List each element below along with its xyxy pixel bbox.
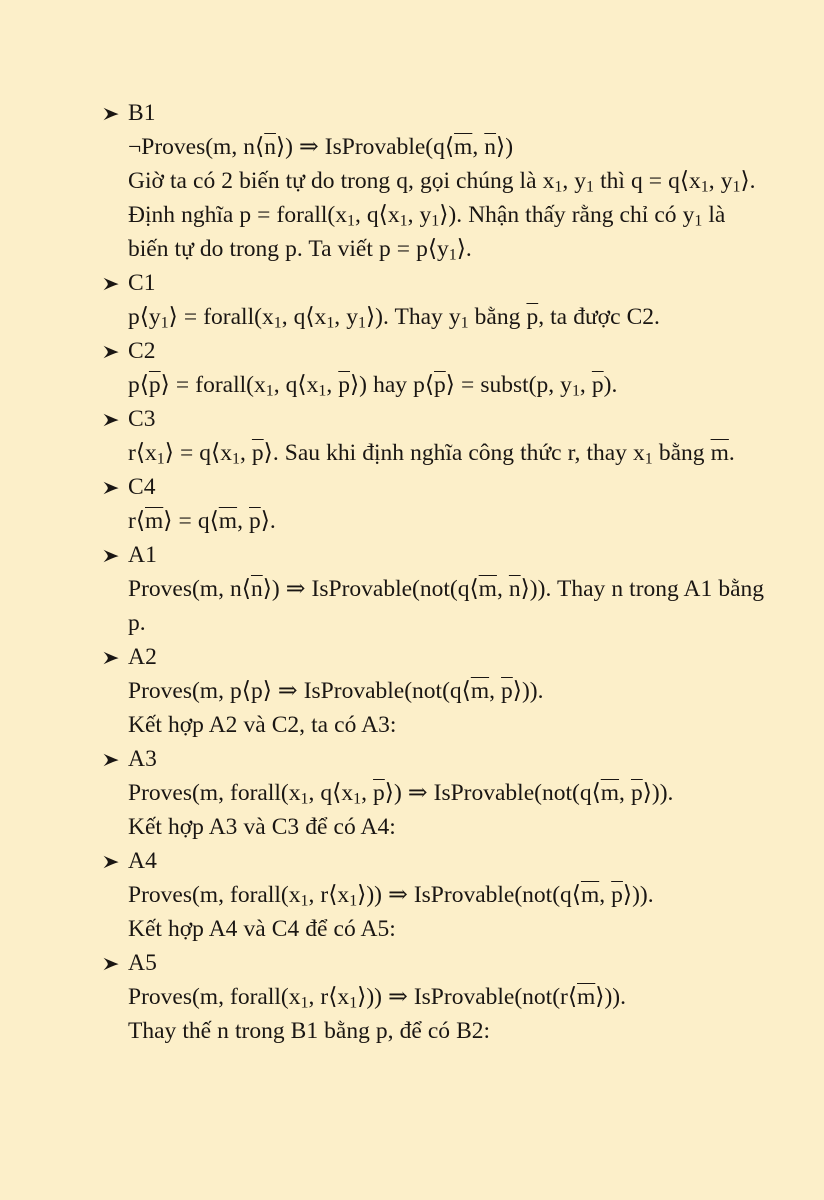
outline-item-body-line: Proves(m, p⟨p⟩ ⇒ $IsProvable(not(q⟨\overline{m}$, $\overline{p}⟩$)). <box>128 678 544 704</box>
outline-item-header-c2 <box>100 334 766 368</box>
outline-item-body-line: ¬Proves(m, $n⟨\overline{n}⟩$) ⇒ $IsProvable(q⟨\overline{m}$, $\overline{n}⟩$) <box>128 134 514 160</box>
outline-item-label: B1 <box>128 100 156 126</box>
outline-item-body-line: Proves(m, $n⟨\overline{n}⟩$) ⇒ $IsProvable(not(q⟨\overline{m}$, $\overline{n}⟩$)). Thay n trong A1 bằng p. <box>128 576 765 636</box>
outline-item-label: A1 <box>128 542 157 568</box>
chevron-arrow-bullet-icon <box>102 742 124 767</box>
outline-item <box>100 844 766 946</box>
chevron-arrow-bullet-icon <box>102 402 124 427</box>
chevron-arrow-bullet-icon <box>102 538 124 563</box>
outline-item-body-line: Proves(m, $forall(x_1$, $r⟨x_1⟩$)) ⇒ $IsProvable(not(q⟨\overline{m}$, $\overline{p}⟩$)). <box>128 882 654 910</box>
outline-item-body-line: Kết hợp A3 và C3 để có A4: <box>128 814 396 840</box>
outline-item-header-a1 <box>100 538 766 572</box>
outline-item-header-b1 <box>100 96 766 130</box>
outline-item-label: C1 <box>128 270 156 296</box>
outline-item-body-line: Proves(m, $forall(x_1$, $r⟨x_1⟩$)) ⇒ $IsProvable(not(r⟨\overline{m}⟩))$. <box>128 984 626 1012</box>
chevron-arrow-bullet-icon <box>102 334 124 359</box>
outline-item <box>100 266 766 334</box>
outline-item-body-line: Thay thế n trong B1 bằng p, để có B2: <box>128 1018 491 1044</box>
outline-item-header-c3 <box>100 402 766 436</box>
outline-item-label: C2 <box>128 338 156 364</box>
outline-item-header-c4 <box>100 470 766 504</box>
outline-item-body-line: $p⟨\overline{p}⟩$ = $forall(x_1$, $q⟨x_1$, $\overline{p}⟩$) hay $p⟨\overline{p}⟩$ = subst(p, $y_1$, $\overline{p}$). <box>128 372 618 400</box>
chevron-arrow-bullet-icon <box>102 640 124 665</box>
outline-item-label: A5 <box>128 950 157 976</box>
outline-item <box>100 402 766 470</box>
outline-item-label: C4 <box>128 474 156 500</box>
outline-item-header-a2 <box>100 640 766 674</box>
outline-item-label: A2 <box>128 644 157 670</box>
outline-item <box>100 946 766 1048</box>
outline-item-body-line: Giờ ta có 2 biến tự do trong q, gọi chúng là $x_1$, $y_1$ thì $q = q⟨x_1$, $y_1⟩$. <box>128 168 756 196</box>
outline-item <box>100 538 766 640</box>
outline-item-body-line: $r⟨\overline{m}⟩$ = $q⟨\overline{m}$, $\overline{p}⟩$. <box>128 508 276 534</box>
outline-item <box>100 640 766 742</box>
chevron-arrow-bullet-icon <box>102 844 124 869</box>
chevron-arrow-bullet-icon <box>102 96 124 121</box>
outline-item-body-line: $p⟨y_1⟩$ = $forall(x_1$, $q⟨x_1$, $y_1⟩$). Thay $y_1$ bằng $\overline{p}$, ta được C2. <box>128 304 660 332</box>
outline-item <box>100 742 766 844</box>
outline-item <box>100 334 766 402</box>
outline-item-header-a3 <box>100 742 766 776</box>
outline-item-label: A3 <box>128 746 157 772</box>
outline-item-header-a5 <box>100 946 766 980</box>
outline-item-body-line: Kết hợp A2 và C2, ta có A3: <box>128 712 397 738</box>
outline-item-body-line: Định nghĩa $p = forall(x_1$, $q⟨x_1$, $y_1⟩$). Nhận thấy rằng chỉ có $y_1$ là biến tự do trong p. Ta viết $p = p⟨y_1⟩$. <box>128 202 726 264</box>
outline-item <box>100 96 766 266</box>
outline-item-body-line: Kết hợp A4 và C4 để có A5: <box>128 916 396 942</box>
outline-item-body-line: $r⟨x_1⟩$ = $q⟨x_1$, $\overline{p}⟩$. Sau khi định nghĩa công thức r, thay $x_1$ bằng $\overline{m}$. <box>128 440 735 468</box>
proof-outline-list <box>100 96 766 1048</box>
outline-item-label: C3 <box>128 406 156 432</box>
outline-item-header-a4 <box>100 844 766 878</box>
chevron-arrow-bullet-icon <box>102 266 124 291</box>
chevron-arrow-bullet-icon <box>102 946 124 971</box>
outline-item-label: A4 <box>128 848 157 874</box>
chevron-arrow-bullet-icon <box>102 470 124 495</box>
outline-item <box>100 470 766 538</box>
outline-item-body-line: Proves(m, $forall(x_1$, $q⟨x_1$, $\overline{p}⟩$) ⇒ $IsProvable(not(q⟨\overline{m}$, $\overline{p}⟩$)). <box>128 780 674 808</box>
outline-item-header-c1 <box>100 266 766 300</box>
